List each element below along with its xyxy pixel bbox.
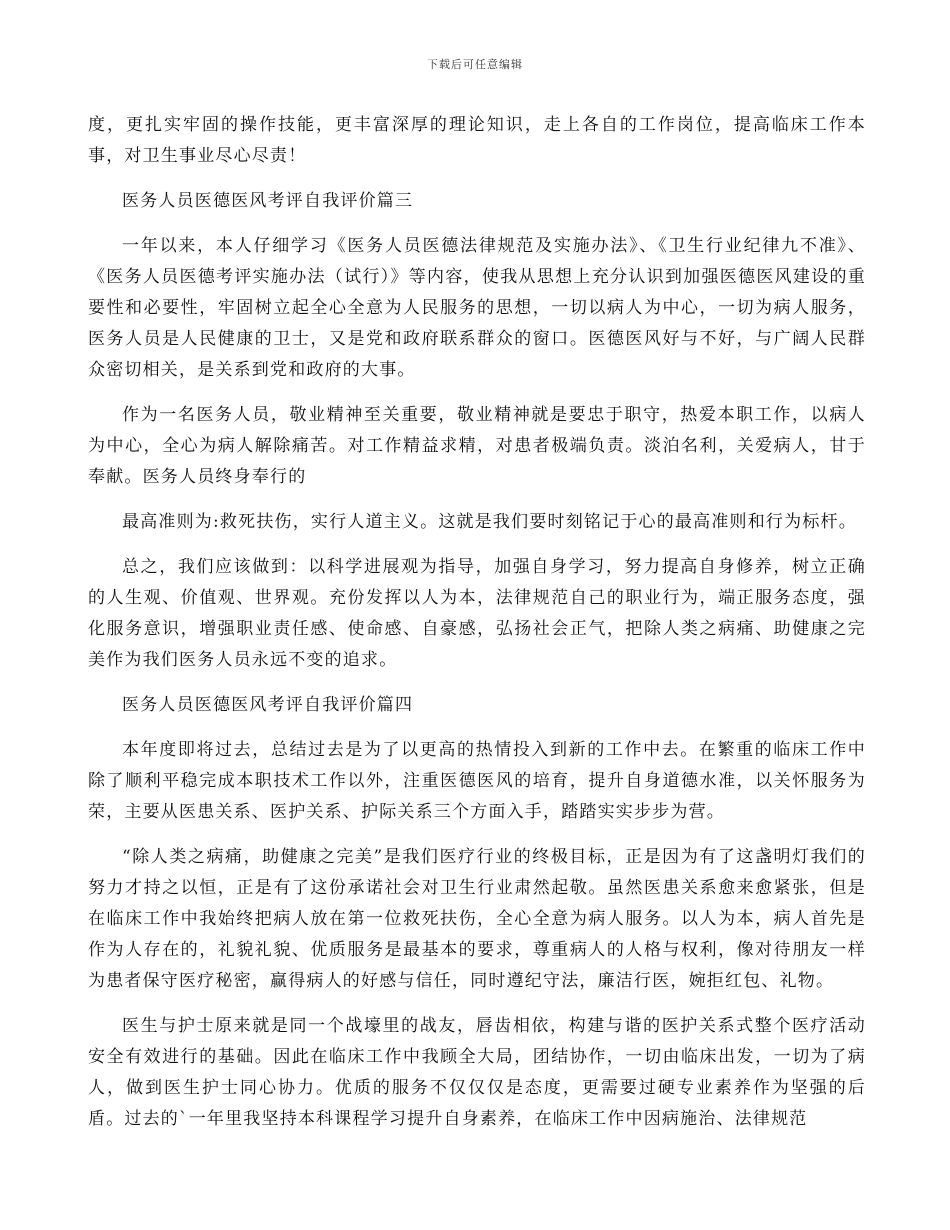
- paragraph: 总之，我们应该做到：以科学进展观为指导，加强自身学习，努力提高自身修养，树立正确的人生观、价值观、世界观。充份发挥以人为本，法律规范自己的职业行为，端正服务态度，强化服务意识，增强职业责任感、使命感、自豪感，弘扬社会正气，把除人类之病痛、助健康之完美作为我们医务人员永远不变的追求。: [88, 557, 866, 670]
- paragraph: 本年度即将过去，总结过去是为了以更高的热情投入到新的工作中去。在繁重的临床工作中除了顺利平稳完成本职技术工作以外，注重医德医风的培育，提升自身道德水准，以关怀服务为荣，主要从医患关系、医护关系、护际关系三个方面入手，踏踏实实步步为营。: [88, 740, 866, 822]
- paragraph: “除人类之病痛，助健康之完美”是我们医疗行业的终极目标，正是因为有了这盏明灯我们的努力才持之以恒，正是有了这份承诺社会对卫生行业肃然起敬。虽然医患关系愈来愈紧张，但是在临床工作中我始终把病人放在第一位救死扶伤，全心全意为病人服务。以人为本，病人首先是作为人存在的，礼貌礼貌、优质服务是最基本的要求，尊重病人的人格与权利，像对待朋友一样为患者保守医疗秘密，赢得病人的好感与信任，同时遵纪守法，廉洁行医，婉拒红包、礼物。: [88, 847, 866, 991]
- section-heading-3: 医务人员医德医风考评自我评价篇三: [122, 191, 414, 211]
- paragraph: 一年以来，本人仔细学习《医务人员医德法律规范及实施办法》、《卫生行业纪律九不准》、《医务人员医德考评实施办法（试行）》等内容，使我从思想上充分认识到加强医德医风建设的重要性和必要性，牢固树立起全心全意为人民服务的思想，一切以病人为中心，一切为病人服务，医务人员是人民健康的卫士，又是党和政府联系群众的窗口。医德医风好与不好，与广阔人民群众密切相关，是关系到党和政府的大事。: [88, 236, 866, 380]
- paragraph: 医生与护士原来就是同一个战壕里的战友，唇齿相依，构建与谐的医护关系式整个医疗活动安全有效进行的基础。因此在临床工作中我顾全大局，团结协作，一切由临床出发，一切为了病人，做到医生护士同心协力。优质的服务不仅仅仅是态度，更需要过硬专业素养作为坚强的后盾。过去的`一年里我坚持本科课程学习提升自身素养，在临床工作中因病施治、法律规范: [88, 1016, 866, 1129]
- page-header-note: 下载后可任意编辑: [427, 58, 523, 71]
- paragraph: 最高准则为:救死扶伤，实行人道主义。这就是我们要时刻铭记于心的最高准则和行为标杆。: [122, 512, 857, 532]
- paragraph-continuation: 度，更扎实牢固的操作技能，更丰富深厚的理论知识，走上各自的工作岗位，提高临床工作本事，对卫生事业尽心尽责！: [88, 115, 866, 166]
- section-heading-4: 医务人员医德医风考评自我评价篇四: [122, 695, 414, 715]
- paragraph: 作为一名医务人员，敬业精神至关重要，敬业精神就是要忠于职守，热爱本职工作，以病人为中心，全心为病人解除痛苦。对工作精益求精，对患者极端负责。淡泊名利，关爱病人，甘于奉献。医务人员终身奉行的: [88, 405, 866, 487]
- document-body: [88, 110, 866, 1149]
